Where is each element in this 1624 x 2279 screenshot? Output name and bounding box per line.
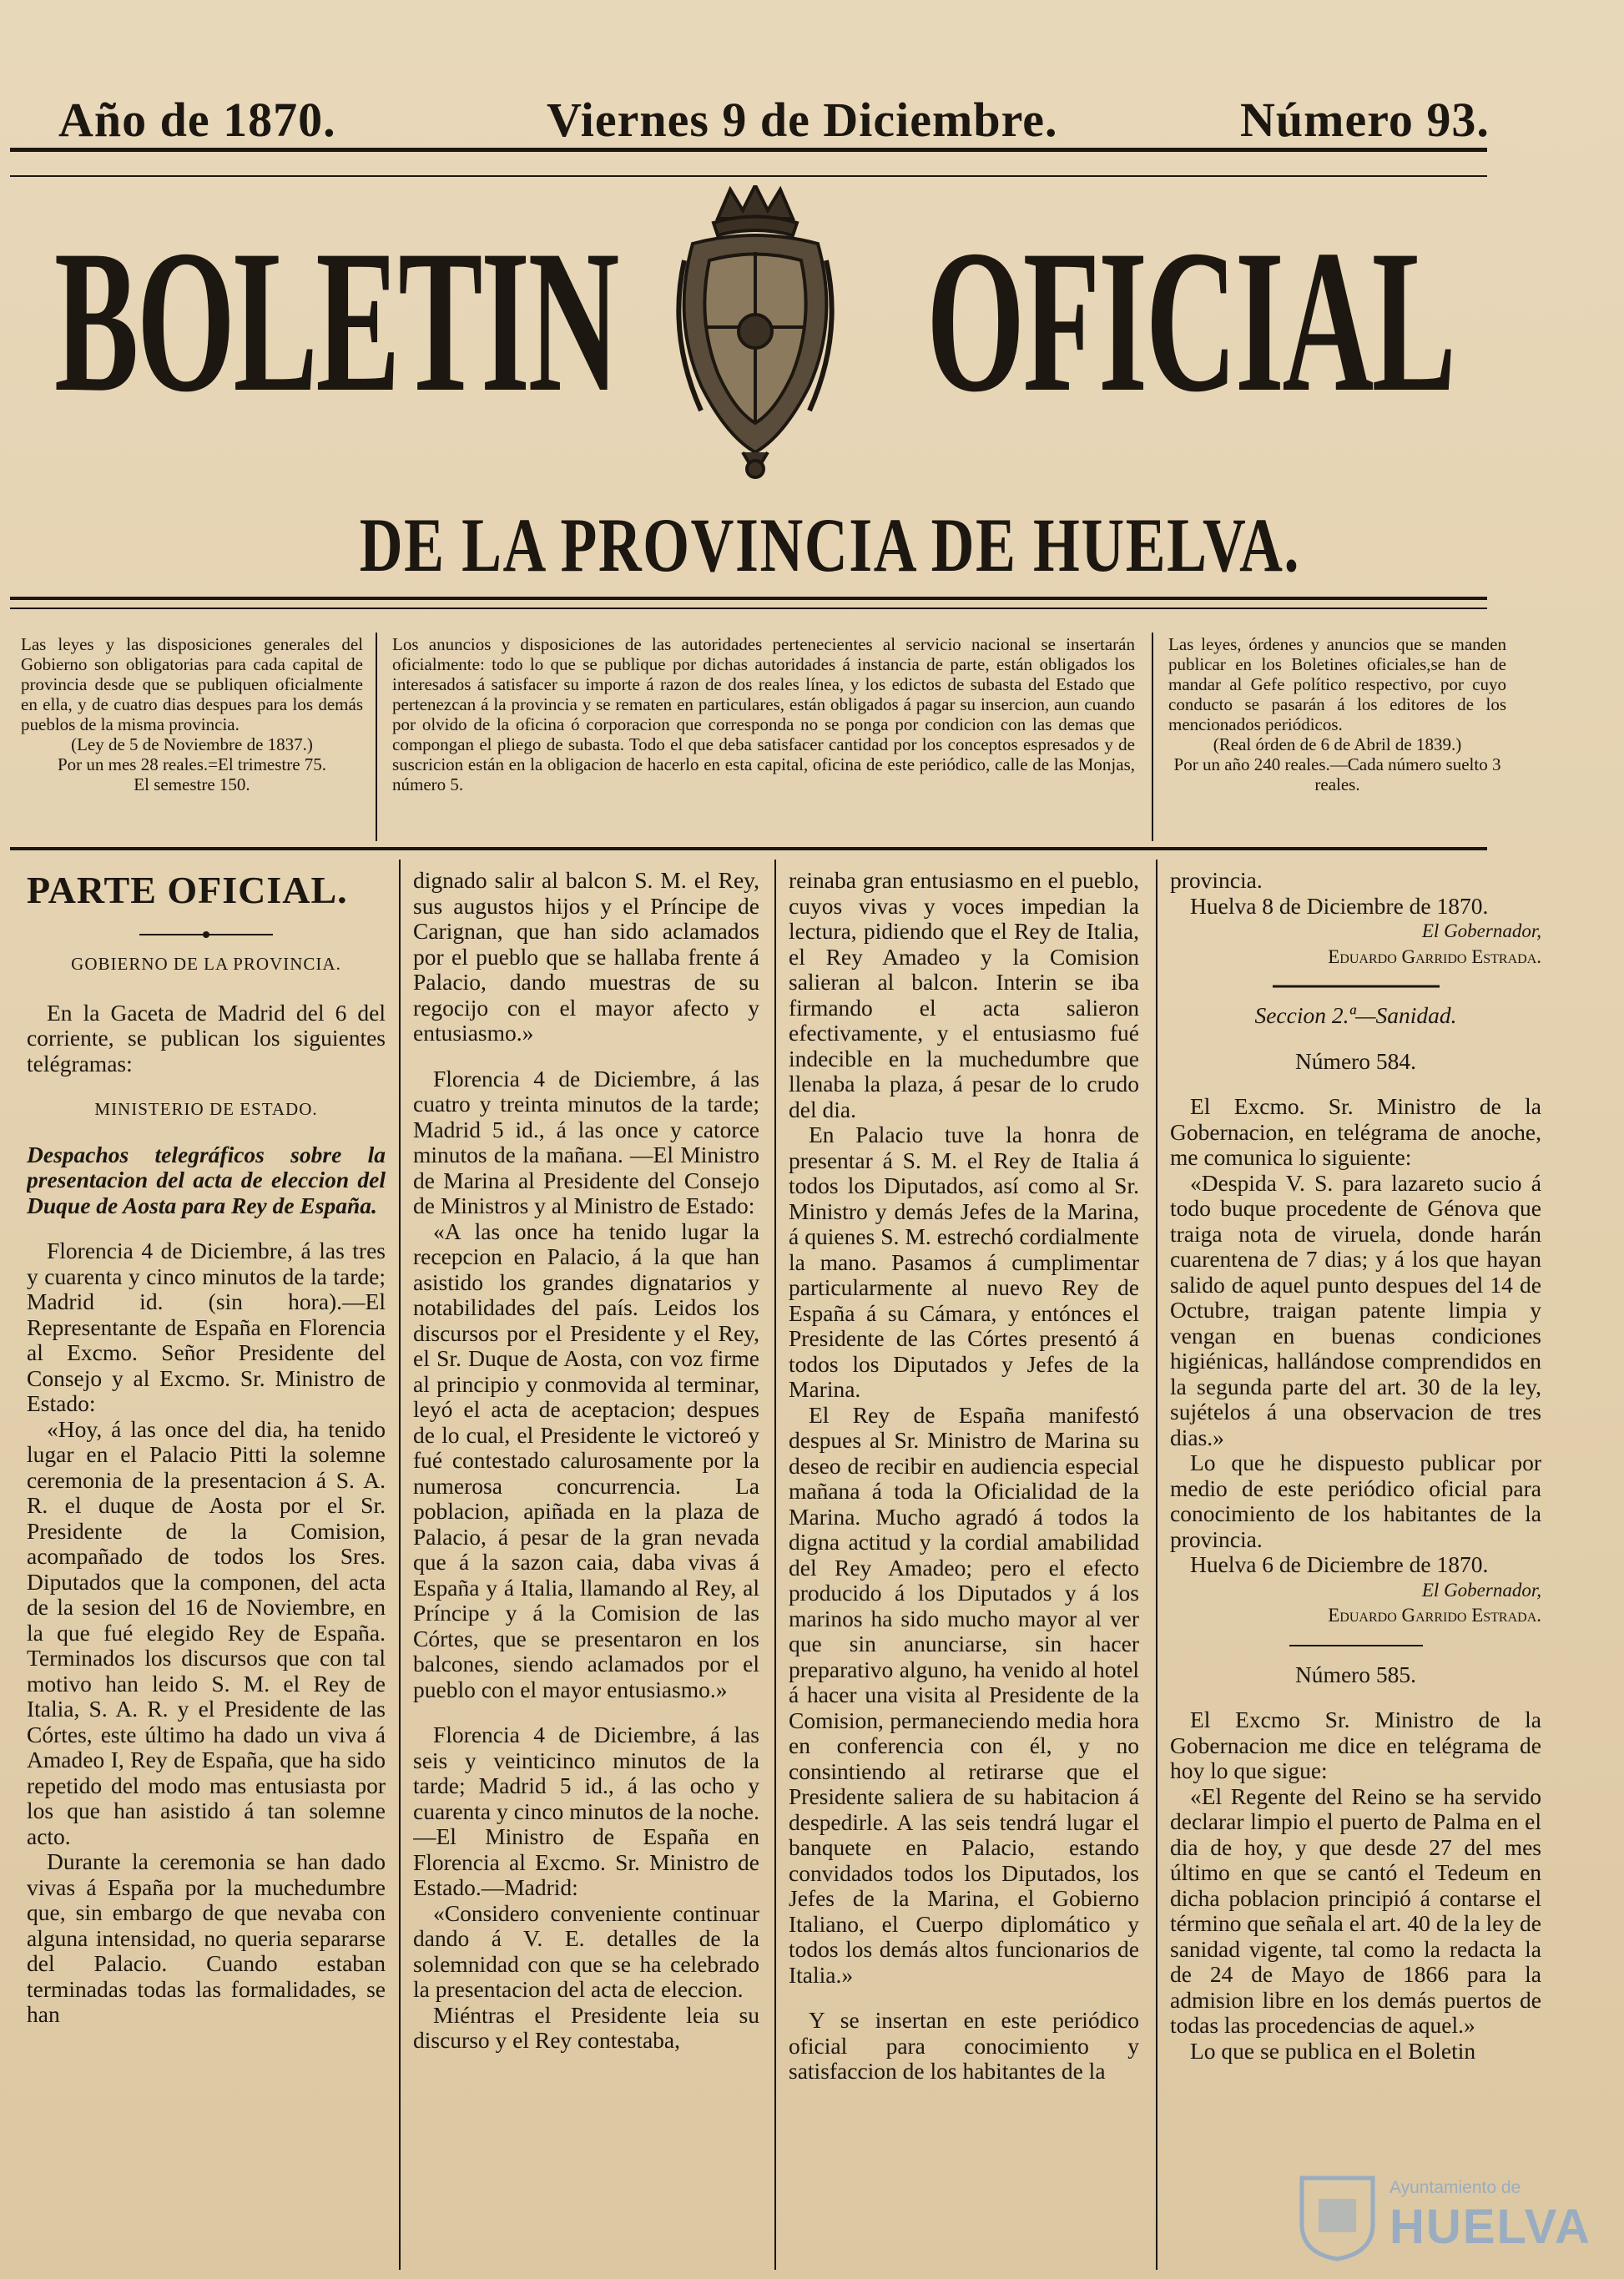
column-divider-2 — [774, 860, 776, 2270]
col2-paragraph-1: dignado salir al balcon S. M. el Rey, sus augustos hijos y el Príncipe de Carignan, que han sido aclamados por el pueblo que se hallaba frente á Palacio, dando muestras de su regocijo con el mayor afecto y entusiasmo.» — [413, 868, 759, 1046]
col4-paragraph-4: «Despida V. S. para lazareto sucio á todo buque procedente de Génova que traiga nota de viruela, donde harán cuarentena de 7 dias; y á los que hayan salido de aquel punto despues del 14 de Octubre, traigan patente limpia y vengan en buenas condiciones higiénicas, hallándose comprendidos en la segunda parte del art. 30 de la ley, sujételos á una observacion de tres dias.» — [1170, 1169, 1541, 1450]
royal-crest-emblem — [659, 185, 851, 482]
col4-dateline-1: Huelva 8 de Diciembre de 1870. — [1190, 892, 1489, 919]
ornament-divider — [1273, 980, 1440, 993]
ministry-heading: MINISTERIO DE ESTADO. — [94, 1099, 318, 1119]
masthead-bottom-rule — [10, 597, 1487, 600]
notice-left-law: (Ley de 5 de Noviembre de 1837.) — [71, 734, 313, 754]
notice-right-price: Por un año 240 reales.—Cada número suelto 3 reales. — [1173, 754, 1501, 794]
col1-paragraph-2: Florencia 4 de Diciembre, á las tres y cuarenta y cinco minutos de la tarde; Madrid id. (sin hora).—El Representante de España en Florencia al Excmo. Señor Presidente del Consejo y al Excmo. Sr. Ministro de Estado: — [27, 1238, 386, 1416]
masthead-bottom-rule-thin — [10, 608, 1487, 609]
col1-paragraph-4: Durante la ceremonia se han dado vivas á España por la muchedumbre que, sin embargo de que nevaba con alguna intensidad, no queria separarse del Palacio. Cuando estaban terminadas todas las formalidades, se han — [27, 1848, 386, 2027]
signature-name-1: Eduardo Garrido Estrada. — [1328, 945, 1541, 967]
number-585: Número 585. — [1294, 1661, 1417, 1687]
notice-bottom-rule — [10, 847, 1487, 850]
col2-paragraph-2: Florencia 4 de Diciembre, á las cuatro y treinta minutos de la tarde; Madrid 5 id., á las once y catorce minutos de la mañana. —El Ministro de Marina al Presidente del Consejo de Ministros y al Ministro de Estado: — [413, 1065, 759, 1218]
issue-year: Año de 1870. — [58, 93, 336, 147]
issue-date: Viernes 9 de Diciembre. — [547, 93, 1058, 147]
column-divider-3 — [1156, 860, 1157, 2270]
notice-left-price2: El semestre 150. — [134, 774, 250, 794]
issue-number: Número 93. — [1240, 93, 1490, 147]
masthead-oficial: OFICIAL — [926, 208, 1455, 434]
col1-paragraph-3: «Hoy, á las once del dia, ha tenido lugar en el Palacio Pitti la solemne ceremonia de la presentacion á S. A. R. el duque de Aosta por el Sr. Presidente de la Comision, acompañado de todos los Sres. Diputados que la componen, del acta de la sesion del 16 de Noviembre, en la que fué elegido Rey de España. Terminados los discursos que con tal motivo han leido S. M. el Rey de Italia, S. A. R. y el Presidente de las Córtes, este último ha dado un viva á Amadeo I, Rey de España, que ha sido repetido del modo mas entusiasta por los que han asistido á tan solemne acto. — [27, 1415, 386, 1849]
ornament-divider — [139, 928, 273, 941]
col1-paragraph-1: En la Gaceta de Madrid del 6 del corriente, se publican los siguientes telégramas: — [27, 999, 386, 1076]
column-divider-1 — [399, 860, 401, 2270]
column-3 — [789, 868, 1139, 2270]
col2-paragraph-6: Miéntras el Presidente leia su discurso y el Rey contestaba, — [413, 2001, 759, 2053]
col4-dateline-2: Huelva 6 de Diciembre de 1870. — [1190, 1551, 1489, 1577]
notice-divider-2 — [1152, 633, 1153, 841]
notice-right-text: Las leyes, órdenes y anuncios que se manden publicar en los Boletines oficiales,se han de mandar al Gefe político respectivo, por cuyo conducto se pasarán á los editores de los mencionados periódicos. — [1168, 634, 1506, 734]
notice-right — [1168, 634, 1506, 794]
masthead-subtitle: DE LA PROVINCIA DE HUELVA. — [359, 502, 1300, 587]
column-4 — [1170, 868, 1541, 2270]
dispatch-title: Despachos telegráficos sobre la presentacion del acta de eleccion del Duque de Aosta para Rey de España. — [27, 1141, 386, 1218]
notice-right-order: (Real órden de 6 de Abril de 1839.) — [1213, 734, 1462, 754]
notice-left — [21, 634, 363, 794]
column-1 — [27, 868, 386, 2270]
col3-paragraph-1: reinaba gran entusiasmo en el pueblo, cuyos vivas y voces impedian la lectura, pidiendo que el Rey de Italia, el Rey Amadeo y la Comision salieran al balcon. Interin se iba firmando el acta salieron efectivamente, y el entusiasmo fué indecible en la muchedumbre que llenaba la plaza, á pesar de lo crudo del dia. — [789, 868, 1139, 1122]
number-584: Número 584. — [1294, 1047, 1417, 1074]
notice-center-text: Los anuncios y disposiciones de las autoridades pertenecientes al servicio nacional se insertarán oficialmente: todo lo que se publique por dichas autoridades á instancia de parte, están obligados los interesados á satisfacer su importe á razon de dos reales línea, y los edictos de subasta del Estado que pertenezcan á la provincia y se rematen en particulares, están obligados á pagar su insercion, aun cuando por olvido de la oficina ó corporacion que corresponda no se ponga por condicion con las demas que compongan el pliego de subasta. Todo el que deba satisfacer cantidad por los conceptos espresados y de suscricion están en la obligacion de hacerlo en esta capital, oficina de este periódico, calle de las Monjas, número 5. — [392, 634, 1135, 794]
section-gobierno: GOBIERNO DE LA PROVINCIA. — [71, 954, 341, 974]
col4-paragraph-3: El Excmo. Sr. Ministro de la Gobernacion, en telégrama de anoche, me comunica lo siguiente: — [1170, 1093, 1541, 1170]
col3-paragraph-2: En Palacio tuve la honra de presentar á S. M. el Rey de Italia á todos los Diputados, así como al Sr. Ministro y demás Jefes de la Marina, á quienes S. M. estrechó cordialmente la mano. Pasamos á cumplimentar particularmente al nuevo Rey de España á su Cámara, y entónces el Presidente de las Córtes presentó á todos los Diputados y Jefes de la Marina. — [789, 1122, 1139, 1402]
masthead-boletin: BOLETIN — [54, 208, 618, 434]
notice-left-text: Las leyes y las disposiciones generales del Gobierno son obligatorias para cada capital de provincia desde que se publiquen oficialmente en ella, y de cuatro dias despues para los demás pueblos de la misma provincia. — [21, 634, 363, 734]
col2-paragraph-3: «A las once ha tenido lugar la recepcion en Palacio, á la que han asistido los grandes dignatarios y notabilidades del país. Leidos los discursos por el Presidente y el Rey, el Sr. Duque de Aosta, con voz firme al principio y conmovida al terminar, leyó el acta de aceptacion; despues de lo cual, el Presidente le victoreó y fué contestado calurosamente por la numerosa concurrencia. La poblacion, apiñada en la plaza de Palacio, á pesar de la gran nevada que á la sazon caia, daba vivas á España y á Italia, llamando al Rey, al Príncipe y á la Comision de las Córtes, que se presentaron en los balcones, siendo aclamados por el pueblo con el mayor entusiasmo.» — [413, 1218, 759, 1702]
column-2 — [413, 868, 759, 2270]
section-heading-parte-oficial: PARTE OFICIAL. — [27, 869, 348, 911]
top-rule — [10, 148, 1487, 152]
signature-name-2: Eduardo Garrido Estrada. — [1328, 1605, 1541, 1626]
watermark-big-text: HUELVA — [1389, 2200, 1591, 2254]
notice-center — [392, 634, 1135, 794]
notice-left-price: Por un mes 28 reales.=El trimestre 75. — [57, 754, 327, 774]
col3-paragraph-4: Y se insertan en este periódico oficial para conocimiento y satisfaccion de los habitantes de la — [789, 2007, 1139, 2084]
col2-paragraph-4: Florencia 4 de Diciembre, á las seis y veinticinco minutos de la tarde; Madrid 5 id., á las ocho y cuarenta y cinco minutos de la noche.—El Ministro de España en Florencia al Excmo. Sr. Ministro de Estado.—Madrid: — [413, 1722, 759, 1900]
ornament-divider — [1289, 1639, 1423, 1652]
archive-watermark — [1298, 2170, 1598, 2266]
signature-title-2: El Gobernador, — [1421, 1579, 1541, 1601]
col2-paragraph-5: «Considero conveniente continuar dando á V. E. detalles de la solemnidad con que se ha celebrado la presentacion del acta de eleccion. — [413, 1899, 759, 2002]
col4-paragraph-1: provincia. — [1170, 868, 1263, 893]
watermark-small-text: Ayuntamiento de — [1389, 2178, 1521, 2197]
top-rule-thin — [10, 175, 1487, 177]
signature-title-1: El Gobernador, — [1421, 920, 1541, 941]
col4-paragraph-8: «El Regente del Reino se ha servido declarar limpio el puerto de Palma en el dia de hoy, y que desde 27 del mes último en que se cantó el Tedeum en dicha poblacion principió á contarse el término que señala el art. 40 de la ley de sanidad vigente, tal como la redacta la de 24 de Mayo de 1866 para la admision libre en los demás puertos de todas las procedencias de aquel.» — [1170, 1782, 1541, 2038]
col4-paragraph-5: Lo que he dispuesto publicar por medio de este periódico oficial para conocimiento de los habitantes de la provincia. — [1170, 1450, 1541, 1552]
city-shield-icon — [1298, 2174, 1377, 2261]
col4-paragraph-9: Lo que se publica en el Boletin — [1190, 2037, 1476, 2064]
section-sanidad: Seccion 2.ª—Sanidad. — [1254, 1002, 1457, 1028]
col4-paragraph-7: El Excmo Sr. Ministro de la Gobernacion me dice en telégrama de hoy lo que sigue: — [1170, 1707, 1541, 1783]
col3-paragraph-3: El Rey de España manifestó despues al Sr. Ministro de Marina su deseo de recibir en audiencia especial mañana á toda la Oficialidad de la Marina. Mucho agradó á todos la digna actitud y la cordial amabilidad del Rey Amadeo; pero el efecto producido á los Diputados y á los marinos ha sido mucho mayor al ver que sin anunciarse, sin hacer preparativo alguno, ha venido al hotel á hacer una visita al Presidente de la Comision, permaneciendo media hora en conferencia con él, y no consintiendo al retirarse que el Presidente saliera de su habitacion á despedirle. A las seis tendrá lugar el banquete en Palacio, estando convidados todos los Diputados, los Jefes de la Marina, el Gobierno Italiano, el Cuerpo diplomático y todos los demás altos funcionarios de Italia.» — [789, 1401, 1139, 1988]
notice-divider-1 — [376, 633, 377, 841]
